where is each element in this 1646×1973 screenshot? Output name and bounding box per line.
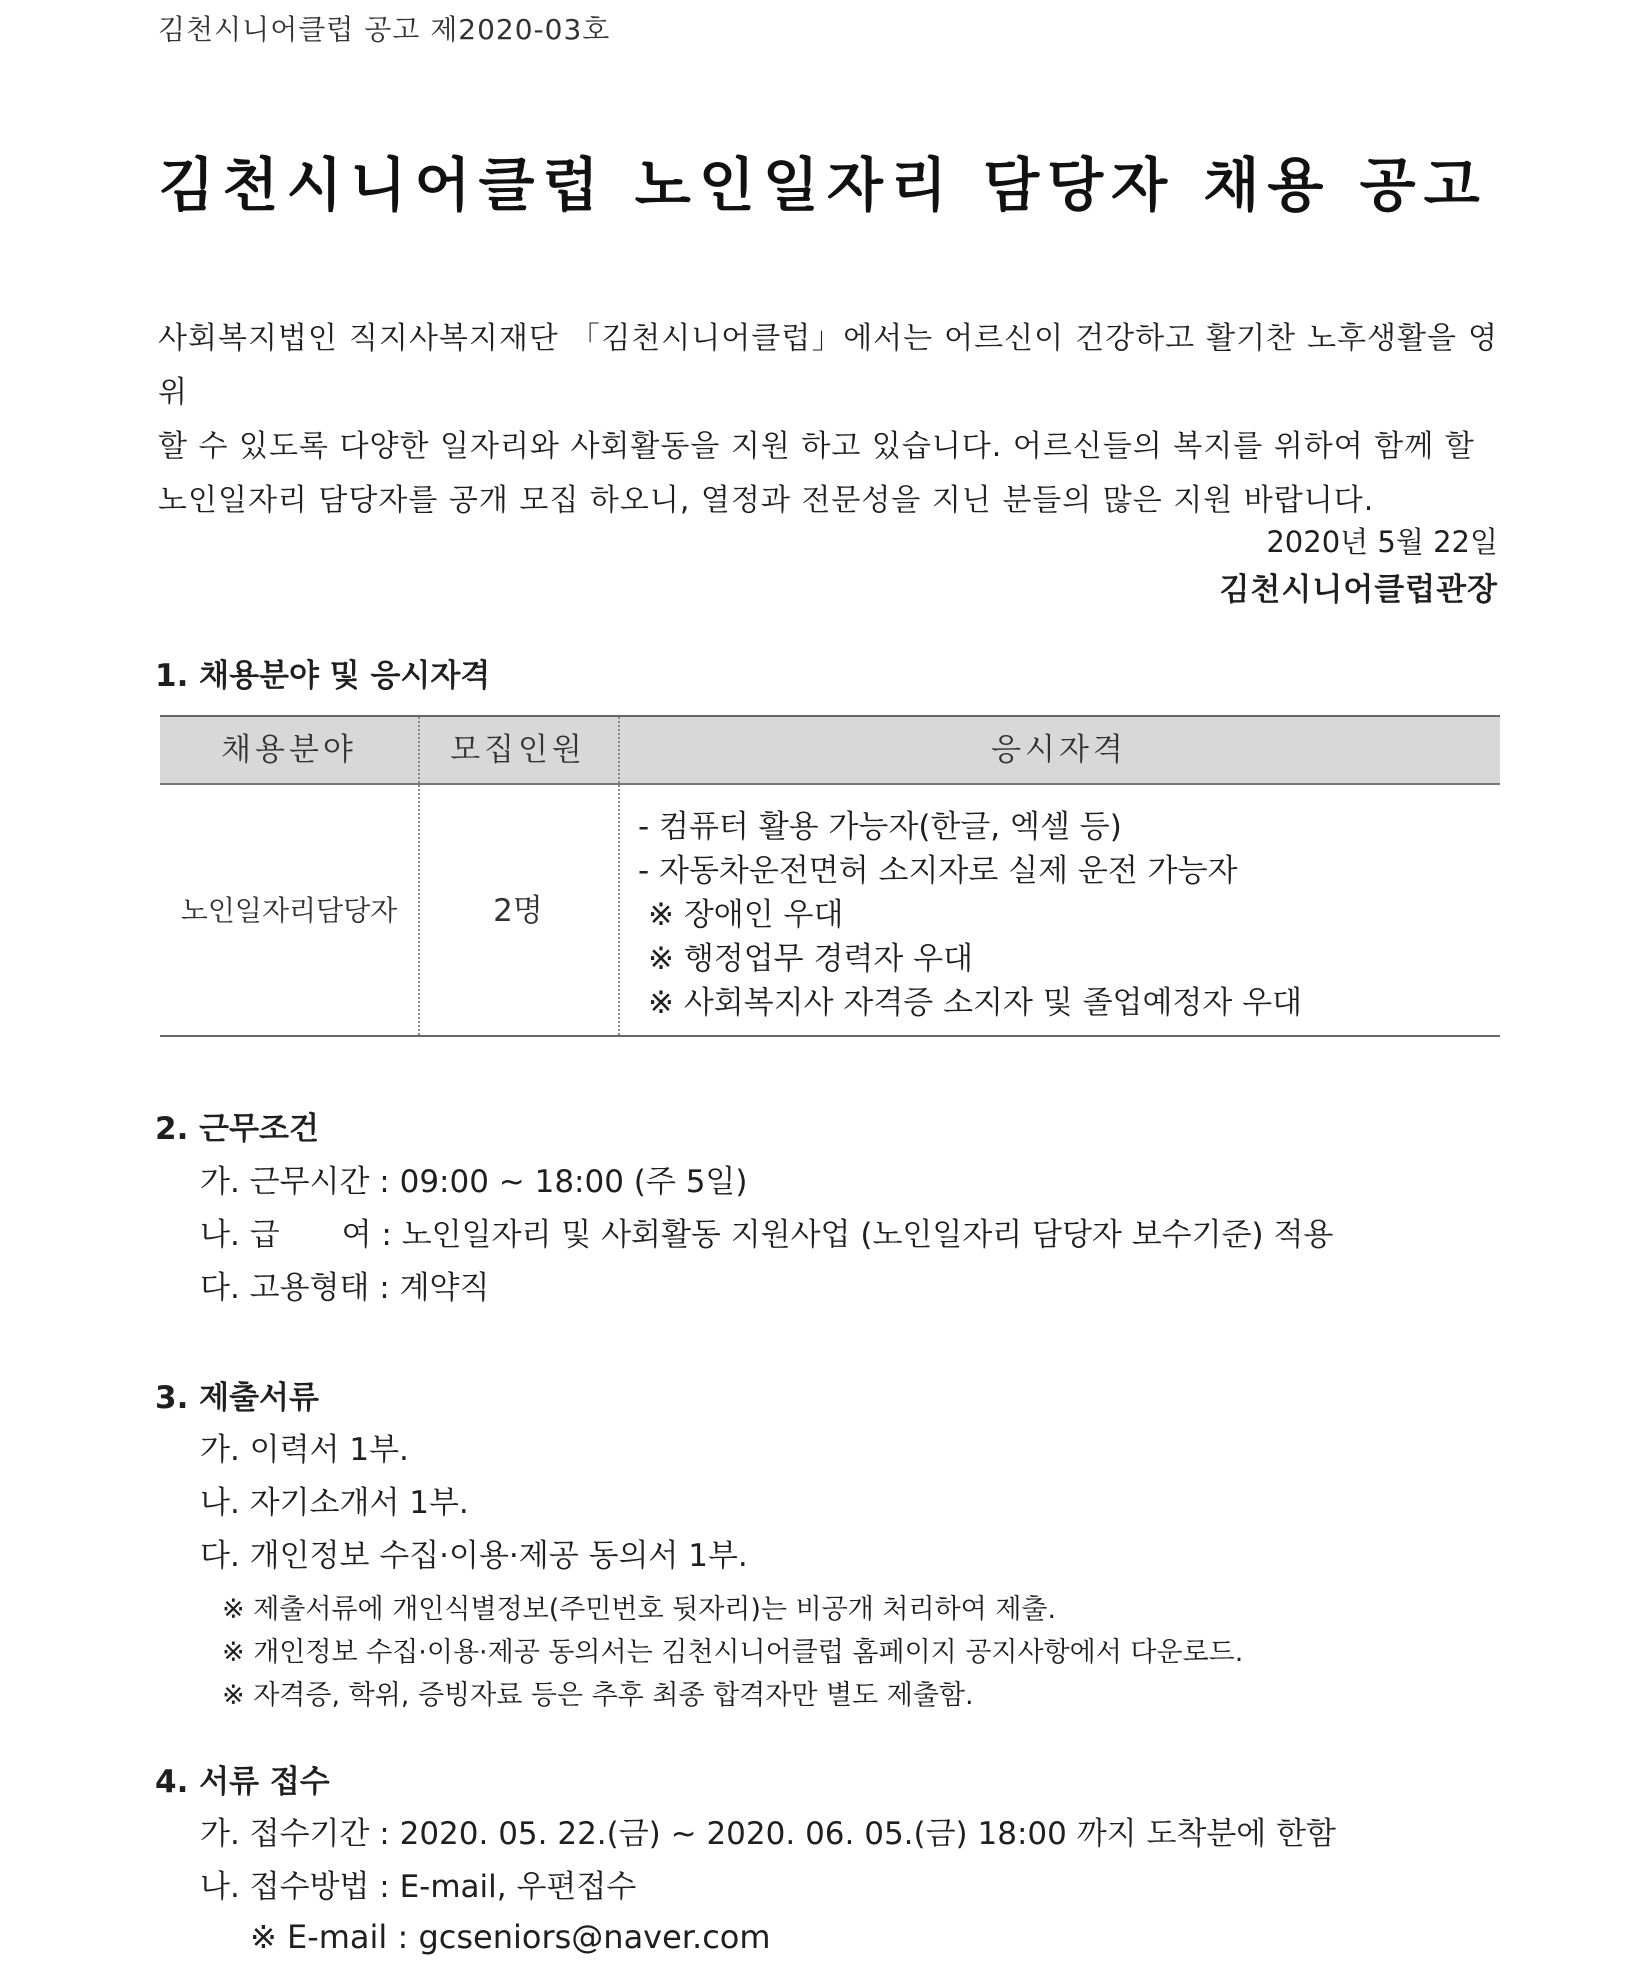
notice-number: 김천시니어클럽 공고 제2020-03호 bbox=[158, 13, 611, 46]
qualification-item: - 자동차운전면허 소지자로 실제 운전 가능자 bbox=[638, 853, 1238, 889]
intro-line: 사회복지법인 직지사복지재단 「김천시니어클럽」에서는 어르신이 건강하고 활기찬 노후생활을 영위 bbox=[158, 321, 1498, 410]
issuer-signature: 김천시니어클럽관장 bbox=[1219, 572, 1498, 608]
table-header-row bbox=[160, 717, 1500, 785]
column-header-qualification: 응시자격 bbox=[991, 732, 1127, 768]
section-3-heading: 3. 제출서류 bbox=[155, 1380, 319, 1416]
note-item: ※ 자격증, 학위, 증빙자료 등은 추후 최종 합격자만 별도 제출함. bbox=[222, 1680, 974, 1711]
column-header-field: 채용분야 bbox=[221, 732, 357, 768]
list-item: 다. 개인정보 수집·이용·제공 동의서 1부. bbox=[200, 1538, 748, 1574]
section-2-heading: 2. 근무조건 bbox=[155, 1111, 319, 1147]
contact-email: ※ E-mail : gcseniors@naver.com bbox=[250, 1918, 771, 1956]
list-item: 가. 이력서 1부. bbox=[200, 1432, 409, 1468]
application-list bbox=[200, 1808, 1336, 1914]
documents-list bbox=[200, 1424, 748, 1583]
section-1-heading: 1. 채용분야 및 응시자격 bbox=[155, 658, 491, 694]
section-4-heading: 4. 서류 접수 bbox=[155, 1764, 330, 1800]
documents-notes bbox=[222, 1588, 1243, 1717]
page-title: 김천시니어클럽 노인일자리 담당자 채용 공고 bbox=[158, 151, 1488, 219]
qualification-note: ※ 장애인 우대 bbox=[648, 897, 844, 933]
qualification-note: ※ 행정업무 경력자 우대 bbox=[648, 941, 974, 977]
intro-line: 노인일자리 담당자를 공개 모집 하오니, 열정과 전문성을 지닌 분들의 많은 지원 바랍니다. bbox=[158, 483, 1375, 518]
cell-field: 노인일자리담당자 bbox=[180, 894, 398, 927]
recruitment-table bbox=[160, 715, 1500, 1037]
note-item: ※ 제출서류에 개인식별정보(주민번호 뒷자리)는 비공개 처리하여 제출. bbox=[222, 1594, 1057, 1625]
intro-paragraph bbox=[158, 312, 1498, 528]
list-item: 나. 급 여 : 노인일자리 및 사회활동 지원사업 (노인일자리 담당자 보수기준) 적용 bbox=[200, 1217, 1334, 1253]
column-divider bbox=[618, 717, 620, 1035]
qualification-note: ※ 사회복지사 자격증 소지자 및 졸업예정자 우대 bbox=[648, 985, 1303, 1021]
notice-date: 2020년 5월 22일 bbox=[1266, 525, 1498, 559]
list-item: 가. 근무시간 : 09:00 ~ 18:00 (주 5일) bbox=[200, 1164, 748, 1200]
list-item: 가. 접수기간 : 2020. 05. 22.(금) ~ 2020. 06. 05.(금) 18:00 까지 도착분에 한함 bbox=[200, 1816, 1336, 1852]
cell-qualifications bbox=[638, 805, 1302, 1025]
list-item: 다. 고용형태 : 계약직 bbox=[200, 1270, 490, 1306]
work-conditions-list bbox=[200, 1156, 1333, 1315]
qualification-item: - 컴퓨터 활용 가능자(한글, 엑셀 등) bbox=[638, 809, 1122, 845]
column-divider bbox=[418, 717, 420, 1035]
list-item: 나. 자기소개서 1부. bbox=[200, 1485, 469, 1521]
list-item: 나. 접수방법 : E-mail, 우편접수 bbox=[200, 1869, 637, 1905]
intro-line: 할 수 있도록 다양한 일자리와 사회활동을 지원 하고 있습니다. 어르신들의 복지를 위하여 함께 할 bbox=[158, 429, 1475, 464]
column-header-count: 모집인원 bbox=[450, 732, 586, 768]
note-item: ※ 개인정보 수집·이용·제공 동의서는 김천시니어클럽 홈페이지 공지사항에서 다운로드. bbox=[222, 1637, 1244, 1668]
cell-count: 2명 bbox=[493, 893, 543, 929]
